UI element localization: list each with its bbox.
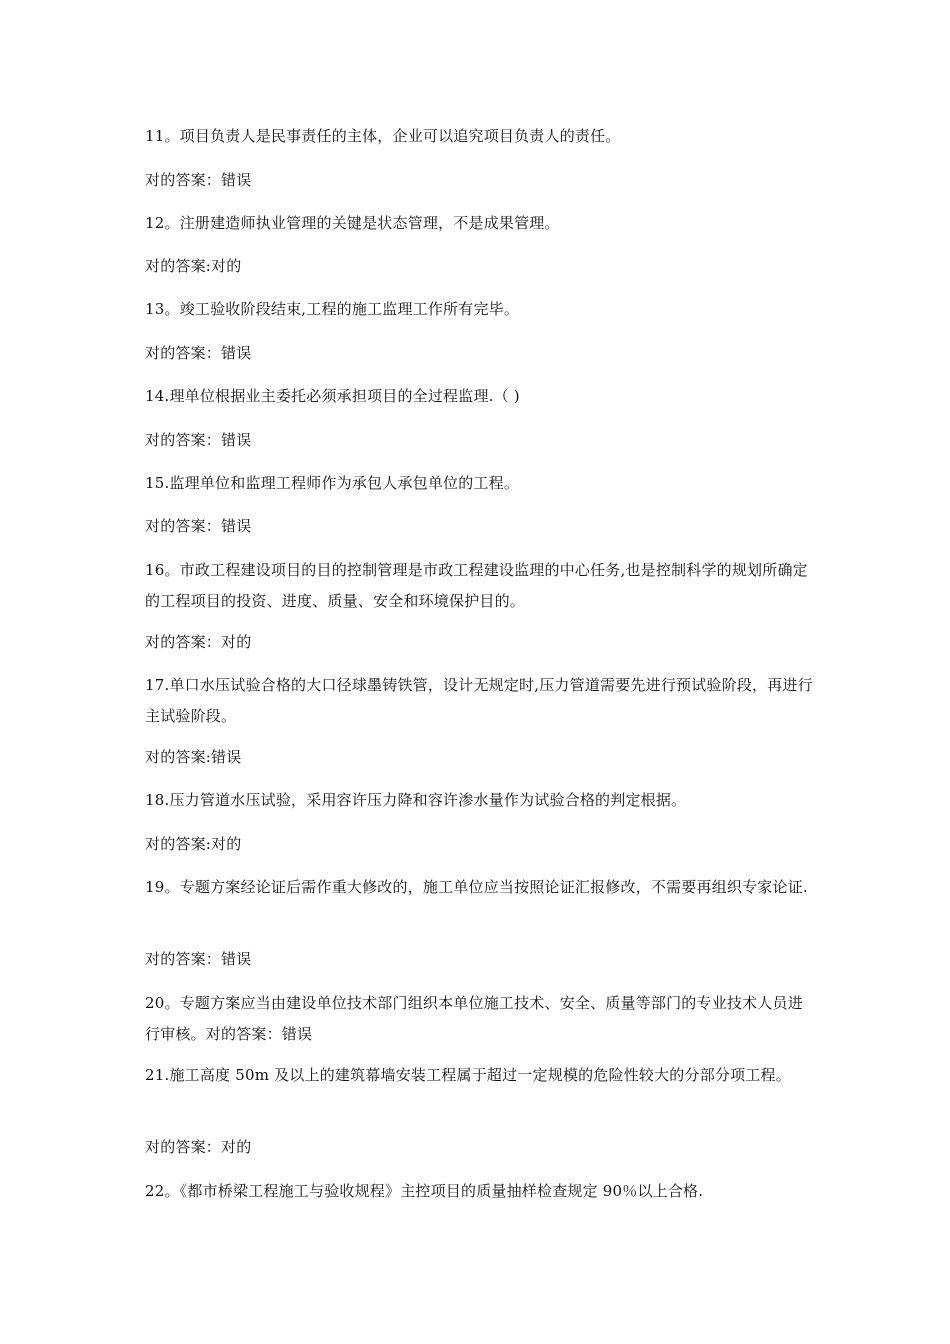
answer-14: 对的答案：错误 <box>145 431 252 449</box>
answer-15: 对的答案：错误 <box>145 517 252 535</box>
question-13: 13。竣工验收阶段结束,工程的施工监理工作所有完毕。 <box>145 300 520 318</box>
answer-16: 对的答案：对的 <box>145 633 252 651</box>
question-16: 16。市政工程建设项目的目的控制管理是市政工程建设监理的中心任务,也是控制科学的规划所确定的工程项目的投资、进度、质量、安全和环境保护目的。 <box>145 561 808 610</box>
answer-19: 对的答案：错误 <box>145 950 252 968</box>
question-14: 14.理单位根据业主委托必须承担项目的全过程监理.（ ) <box>145 387 520 405</box>
answer-18: 对的答案:对的 <box>145 835 242 853</box>
answer-17: 对的答案:错误 <box>145 748 242 766</box>
question-11: 11。项目负责人是民事责任的主体，企业可以追究项目负责人的责任。 <box>145 127 621 145</box>
question-22: 22。《都市桥梁工程施工与验收规程》主控项目的质量抽样检查规定 90％以上合格. <box>145 1182 704 1200</box>
question-19: 19。专题方案经论证后需作重大修改的，施工单位应当按照论证汇报修改，不需要再组织专家论证. <box>145 878 808 896</box>
question-15: 15.监理单位和监理工程师作为承包人承包单位的工程。 <box>145 474 520 492</box>
answer-11: 对的答案：错误 <box>145 171 252 189</box>
answer-12: 对的答案:对的 <box>145 257 242 275</box>
question-18: 18.压力管道水压试验，采用容许压力降和容许渗水量作为试验合格的判定根据。 <box>145 791 687 809</box>
question-21: 21.施工高度 50m 及以上的建筑幕墙安装工程属于超过一定规模的危险性较大的分部分项工程。 <box>145 1066 791 1084</box>
answer-21: 对的答案：对的 <box>145 1138 252 1156</box>
question-12: 12。注册建造师执业管理的关键是状态管理，不是成果管理。 <box>145 214 560 232</box>
answer-13: 对的答案：错误 <box>145 344 252 362</box>
question-17: 17.单口水压试验合格的大口径球墨铸铁管，设计无规定时,压力管道需要先进行预试验阶段，再进行主试验阶段。 <box>145 676 813 725</box>
question-20: 20。专题方案应当由建设单位技术部门组织本单位施工技术、安全、质量等部门的专业技术人员进行审核。对的答案：错误 <box>145 994 803 1043</box>
